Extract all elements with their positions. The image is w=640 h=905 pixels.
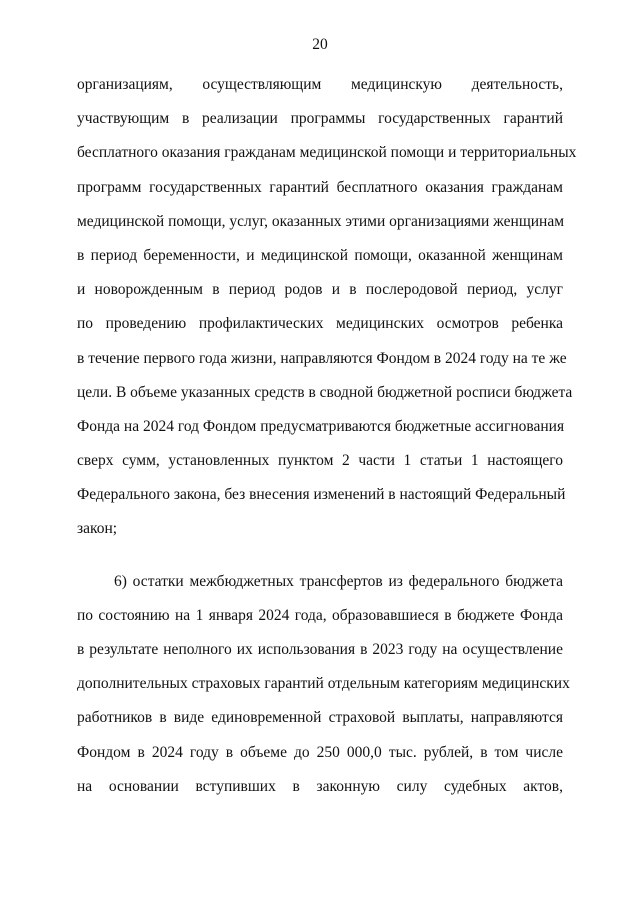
paragraph-1-line-3: бесплатного оказания гражданам медицинской помощи и территориальных — [77, 144, 577, 162]
body-text — [77, 68, 577, 804]
paragraph-2-line-6: Фондом в 2024 году в объеме до 250 000,0 тыс. рублей, в том числе — [77, 743, 563, 761]
paragraph-2-line-4: дополнительных страховых гарантий отдельным категориям медицинских — [77, 675, 570, 693]
paragraph-1-line-12: сверх сумм, установленных пунктом 2 части 1 статьи 1 настоящего — [77, 452, 563, 470]
page-number: 20 — [312, 36, 328, 53]
paragraph-2-line-2: по состоянию на 1 января 2024 года, образовавшиеся в бюджете Фонда — [77, 606, 563, 624]
paragraph-1-line-6: в период беременности, и медицинской помощи, оказанной женщинам — [77, 246, 563, 264]
paragraph-2-line-7: на основании вступивших в законную силу судебных актов, — [77, 777, 563, 795]
paragraph-1-line-9: в течение первого года жизни, направляются Фондом в 2024 году на те же — [77, 349, 567, 367]
paragraph-2-line-5: работников в виде единовременной страховой выплаты, направляются — [77, 709, 563, 727]
paragraph-1-line-13: Федерального закона, без внесения изменений в настоящий Федеральный — [77, 486, 566, 504]
paragraph-1-line-5: медицинской помощи, услуг, оказанных этими организациями женщинам — [77, 212, 565, 230]
paragraph-gap — [77, 547, 563, 565]
paragraph-1-line-10: цели. В объеме указанных средств в сводной бюджетной росписи бюджета — [77, 383, 573, 401]
paragraph-2-line-1: 6) остатки межбюджетных трансфертов из федерального бюджета — [114, 572, 563, 590]
paragraph-1-line-2: участвующим в реализации программы государственных гарантий — [77, 110, 563, 128]
paragraph-1-line-11: Фонда на 2024 год Фондом предусматриваются бюджетные ассигнования — [77, 417, 565, 435]
paragraph-1-line-1: организациям, осуществляющим медицинскую деятельность, — [77, 76, 563, 93]
paragraph-1-line-7: и новорожденным в период родов и в послеродовой период, услуг — [77, 281, 563, 299]
paragraph-1-line-4: программ государственных гарантий бесплатного оказания гражданам — [77, 178, 563, 196]
paragraph-1-line-8: по проведению профилактических медицинских осмотров ребенка — [77, 315, 563, 333]
paragraph-2-line-3: в результате неполного их использования в 2023 году на осуществление — [77, 641, 563, 658]
paragraph-1-line-14: закон; — [77, 520, 118, 538]
